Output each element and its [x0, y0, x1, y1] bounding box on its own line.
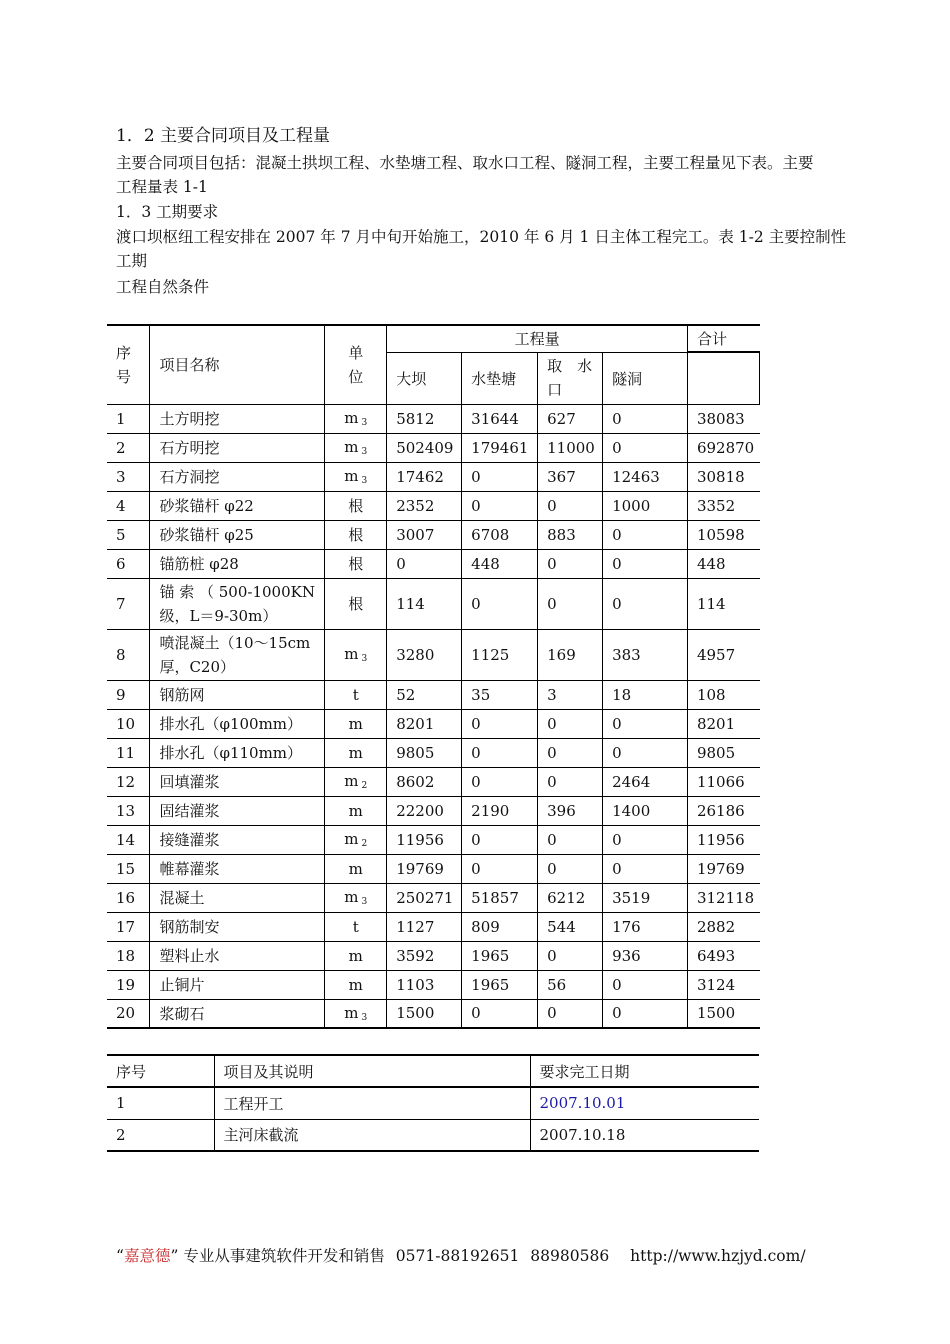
cell-intake: 0	[538, 738, 603, 767]
cell-unit	[325, 462, 387, 491]
cell-intake: 883	[538, 520, 603, 549]
unit-text: 根	[348, 497, 364, 515]
header-total: 合计	[687, 325, 759, 352]
cell-tunnel: 18	[603, 680, 688, 709]
cell-dam: 22200	[387, 796, 462, 825]
cell-pool: 0	[462, 738, 538, 767]
cell-unit	[325, 549, 387, 578]
cell-dam: 9805	[387, 738, 462, 767]
cell-name: 钢筋网	[150, 680, 325, 709]
cell-tunnel: 0	[603, 404, 688, 433]
unit-exponent: 3	[361, 418, 368, 428]
cell-dam: 114	[387, 578, 462, 629]
cell-seq: 20	[107, 999, 150, 1028]
cell-tunnel: 0	[603, 709, 688, 738]
cell-tunnel: 176	[603, 912, 688, 941]
cell-name: 石方明挖	[150, 433, 325, 462]
cell-total: 38083	[687, 404, 759, 433]
unit-text: m	[348, 801, 363, 820]
cell-tunnel: 1400	[603, 796, 688, 825]
footer-url[interactable]: http://www.hzjyd.com/	[630, 1247, 806, 1265]
schedule-table	[107, 1054, 759, 1152]
cell-total: 10598	[687, 520, 759, 549]
cell-pool: 0	[462, 578, 538, 629]
table-row	[107, 854, 760, 883]
cell-intake: 0	[538, 941, 603, 970]
cell-dam: 1500	[387, 999, 462, 1028]
cell-seq: 11	[107, 738, 150, 767]
cell-tunnel: 0	[603, 999, 688, 1028]
unit-text: m	[348, 946, 363, 965]
header-quantity: 工程量	[387, 325, 688, 352]
cell-intake: 0	[538, 767, 603, 796]
table-row	[107, 999, 760, 1028]
quantities-table	[107, 324, 760, 1029]
cell-pool: 1125	[462, 629, 538, 680]
cell-total: 11956	[687, 825, 759, 854]
cell-pool: 0	[462, 825, 538, 854]
cell-dam: 502409	[387, 433, 462, 462]
cell-name: 固结灌浆	[150, 796, 325, 825]
cell-intake: 6212	[538, 883, 603, 912]
cell-dam: 52	[387, 680, 462, 709]
table-row	[107, 883, 760, 912]
section-heading-schedule: 1．3 工期要求	[116, 203, 219, 221]
cell-total: 3352	[687, 491, 759, 520]
unit-exponent: 2	[361, 781, 368, 791]
cell-seq: 8	[107, 629, 150, 680]
paragraph-contract-items-line2: 工程量表 1-1	[116, 178, 208, 196]
cell-unit	[325, 912, 387, 941]
cell-pool: 179461	[462, 433, 538, 462]
footer-quote-close: ”	[170, 1247, 179, 1265]
page-footer	[116, 1244, 806, 1266]
unit-exponent: 3	[361, 447, 368, 457]
cell-intake: 0	[538, 549, 603, 578]
header-total-blank	[687, 352, 759, 404]
table-row	[107, 912, 760, 941]
header-date: 要求完工日期	[530, 1055, 759, 1087]
cell-tunnel: 12463	[603, 462, 688, 491]
cell-seq: 2	[107, 1119, 214, 1151]
cell-pool: 0	[462, 767, 538, 796]
cell-tunnel: 0	[603, 433, 688, 462]
unit-text: 根	[348, 555, 364, 573]
cell-name: 排水孔（φ110mm）	[150, 738, 325, 767]
paragraph-schedule-line2: 工期	[116, 252, 148, 270]
footer-brand: 嘉意德	[123, 1247, 171, 1265]
cell-pool: 0	[462, 854, 538, 883]
table-row	[107, 629, 760, 680]
cell-item: 工程开工	[214, 1087, 530, 1119]
unit-text: m	[344, 409, 359, 427]
unit-text: m	[348, 975, 363, 994]
unit-text: t	[352, 917, 359, 936]
cell-total: 448	[687, 549, 759, 578]
table-row	[107, 578, 760, 629]
cell-unit	[325, 854, 387, 883]
cell-total: 4957	[687, 629, 759, 680]
header-tunnel: 隧洞	[603, 352, 688, 404]
cell-unit	[325, 520, 387, 549]
unit-text: t	[352, 685, 359, 704]
cell-name: 砂浆锚杆 φ25	[150, 520, 325, 549]
cell-total: 3124	[687, 970, 759, 999]
cell-pool: 51857	[462, 883, 538, 912]
cell-seq: 18	[107, 941, 150, 970]
table-row	[107, 1119, 759, 1151]
cell-tunnel: 3519	[603, 883, 688, 912]
table-row	[107, 404, 760, 433]
table-row	[107, 520, 760, 549]
cell-total: 26186	[687, 796, 759, 825]
cell-pool: 35	[462, 680, 538, 709]
cell-seq: 17	[107, 912, 150, 941]
cell-unit	[325, 404, 387, 433]
table-row	[107, 767, 760, 796]
unit-text: m	[344, 830, 359, 848]
paragraph-schedule-line1: 渡口坝枢纽工程安排在 2007 年 7 月中旬开始施工，2010 年 6 月 1 日主体工程完工。表 1-2 主要控制性	[116, 228, 847, 246]
table-row	[107, 796, 760, 825]
cell-intake: 0	[538, 854, 603, 883]
unit-exponent: 3	[361, 1012, 368, 1023]
cell-tunnel: 0	[603, 970, 688, 999]
header-seq: 序 号	[107, 325, 150, 404]
cell-unit	[325, 999, 387, 1028]
cell-seq: 15	[107, 854, 150, 883]
cell-intake: 0	[538, 491, 603, 520]
cell-dam: 8201	[387, 709, 462, 738]
cell-name: 回填灌浆	[150, 767, 325, 796]
table-row	[107, 433, 760, 462]
cell-intake: 169	[538, 629, 603, 680]
unit-exponent: 2	[361, 839, 368, 849]
cell-pool: 31644	[462, 404, 538, 433]
table-row	[107, 738, 760, 767]
unit-text: m	[344, 438, 359, 456]
cell-dam: 19769	[387, 854, 462, 883]
cell-name: 砂浆锚杆 φ22	[150, 491, 325, 520]
cell-unit	[325, 629, 387, 680]
cell-name: 钢筋制安	[150, 912, 325, 941]
header-name: 项目名称	[150, 325, 325, 404]
cell-total: 114	[687, 578, 759, 629]
unit-exponent: 3	[361, 897, 368, 907]
cell-pool: 2190	[462, 796, 538, 825]
cell-tunnel: 0	[603, 549, 688, 578]
cell-total: 108	[687, 680, 759, 709]
unit-text: m	[344, 888, 359, 906]
cell-seq: 4	[107, 491, 150, 520]
cell-unit	[325, 578, 387, 629]
cell-pool: 1965	[462, 970, 538, 999]
cell-total: 2882	[687, 912, 759, 941]
cell-unit	[325, 825, 387, 854]
cell-total: 6493	[687, 941, 759, 970]
cell-total: 9805	[687, 738, 759, 767]
cell-seq: 1	[107, 1087, 214, 1119]
cell-intake: 0	[538, 825, 603, 854]
table-header-row	[107, 1055, 759, 1087]
cell-seq: 12	[107, 767, 150, 796]
cell-pool: 0	[462, 491, 538, 520]
cell-tunnel: 0	[603, 578, 688, 629]
cell-unit	[325, 433, 387, 462]
cell-intake: 0	[538, 709, 603, 738]
cell-dam: 3592	[387, 941, 462, 970]
footer-phone-2: 88980586	[530, 1247, 610, 1265]
cell-intake: 544	[538, 912, 603, 941]
cell-seq: 3	[107, 462, 150, 491]
cell-pool: 0	[462, 709, 538, 738]
header-intake: 取 水 口	[538, 352, 603, 404]
cell-dam: 2352	[387, 491, 462, 520]
header-dam: 大坝	[387, 352, 462, 404]
header-item: 项目及其说明	[214, 1055, 530, 1087]
cell-seq: 2	[107, 433, 150, 462]
cell-intake: 3	[538, 680, 603, 709]
cell-seq: 10	[107, 709, 150, 738]
table-row	[107, 1087, 759, 1119]
cell-tunnel: 0	[603, 738, 688, 767]
cell-name: 止铜片	[150, 970, 325, 999]
cell-tunnel: 383	[603, 629, 688, 680]
cell-seq: 6	[107, 549, 150, 578]
unit-text: m	[348, 743, 363, 762]
table-row	[107, 970, 760, 999]
cell-total: 11066	[687, 767, 759, 796]
cell-unit	[325, 491, 387, 520]
cell-intake: 56	[538, 970, 603, 999]
section-heading-contract-items: 1．2 主要合同项目及工程量	[116, 126, 331, 146]
cell-name: 接缝灌浆	[150, 825, 325, 854]
cell-name: 浆砌石	[150, 999, 325, 1028]
cell-tunnel: 0	[603, 825, 688, 854]
cell-dam: 11956	[387, 825, 462, 854]
cell-date: 2007.10.18	[530, 1119, 759, 1151]
cell-unit	[325, 680, 387, 709]
cell-intake: 0	[538, 999, 603, 1028]
paragraph-contract-items-line1: 主要合同项目包括：混凝土拱坝工程、水垫塘工程、取水口工程、隧洞工程，主要工程量见下表。主要	[116, 154, 814, 172]
cell-unit	[325, 796, 387, 825]
cell-dam: 250271	[387, 883, 462, 912]
cell-intake: 627	[538, 404, 603, 433]
cell-tunnel: 2464	[603, 767, 688, 796]
footer-quote-open: “	[116, 1247, 124, 1265]
table-row	[107, 825, 760, 854]
cell-dam: 0	[387, 549, 462, 578]
cell-dam: 1103	[387, 970, 462, 999]
unit-exponent: 3	[361, 476, 368, 486]
cell-name: 喷混凝土（10～15cm 厚，C20）	[150, 629, 325, 680]
cell-intake: 0	[538, 578, 603, 629]
cell-seq: 1	[107, 404, 150, 433]
cell-seq: 14	[107, 825, 150, 854]
cell-date: 2007.10.01	[530, 1087, 759, 1119]
table-row	[107, 941, 760, 970]
table-header-row	[107, 325, 760, 352]
cell-name: 锚筋桩 φ28	[150, 549, 325, 578]
cell-item: 主河床截流	[214, 1119, 530, 1151]
cell-pool: 809	[462, 912, 538, 941]
table-row	[107, 680, 760, 709]
cell-intake: 367	[538, 462, 603, 491]
cell-intake: 396	[538, 796, 603, 825]
cell-pool: 6708	[462, 520, 538, 549]
cell-unit	[325, 883, 387, 912]
cell-dam: 17462	[387, 462, 462, 491]
unit-exponent: 3	[361, 654, 368, 664]
table-row	[107, 549, 760, 578]
cell-dam: 8602	[387, 767, 462, 796]
header-pool: 水垫塘	[462, 352, 538, 404]
cell-pool: 0	[462, 999, 538, 1028]
cell-seq: 19	[107, 970, 150, 999]
cell-seq: 16	[107, 883, 150, 912]
table-row	[107, 709, 760, 738]
cell-pool: 0	[462, 462, 538, 491]
cell-seq: 7	[107, 578, 150, 629]
unit-text: m	[348, 859, 363, 878]
cell-dam: 3280	[387, 629, 462, 680]
cell-tunnel: 0	[603, 854, 688, 883]
unit-text: m	[348, 714, 363, 733]
cell-unit	[325, 970, 387, 999]
unit-text: m	[344, 772, 359, 790]
cell-name: 帷幕灌浆	[150, 854, 325, 883]
cell-seq: 9	[107, 680, 150, 709]
table-row	[107, 462, 760, 491]
unit-text: m	[344, 467, 359, 485]
cell-total: 8201	[687, 709, 759, 738]
cell-total: 312118	[687, 883, 759, 912]
cell-tunnel: 936	[603, 941, 688, 970]
unit-text: m	[344, 645, 359, 663]
unit-text: m	[344, 1003, 359, 1022]
cell-total: 1500	[687, 999, 759, 1028]
cell-unit	[325, 738, 387, 767]
cell-name: 排水孔（φ100mm）	[150, 709, 325, 738]
cell-name: 土方明挖	[150, 404, 325, 433]
cell-pool: 1965	[462, 941, 538, 970]
unit-text: 根	[348, 595, 364, 613]
cell-total: 30818	[687, 462, 759, 491]
cell-total: 692870	[687, 433, 759, 462]
header-seq: 序号	[107, 1055, 214, 1087]
cell-tunnel: 1000	[603, 491, 688, 520]
cell-name: 石方洞挖	[150, 462, 325, 491]
cell-unit	[325, 941, 387, 970]
cell-pool: 448	[462, 549, 538, 578]
cell-dam: 3007	[387, 520, 462, 549]
unit-text: 根	[348, 526, 364, 544]
cell-tunnel: 0	[603, 520, 688, 549]
footer-text: 专业从事建筑软件开发和销售	[183, 1247, 385, 1265]
cell-seq: 5	[107, 520, 150, 549]
header-unit: 单 位	[325, 325, 387, 404]
cell-seq: 13	[107, 796, 150, 825]
cell-name: 塑料止水	[150, 941, 325, 970]
cell-dam: 1127	[387, 912, 462, 941]
cell-name: 混凝土	[150, 883, 325, 912]
footer-phone-1: 0571-88192651	[395, 1247, 520, 1265]
cell-dam: 5812	[387, 404, 462, 433]
cell-total: 19769	[687, 854, 759, 883]
cell-unit	[325, 767, 387, 796]
paragraph-natural-conditions: 工程自然条件	[116, 278, 210, 296]
cell-unit	[325, 709, 387, 738]
cell-intake: 11000	[538, 433, 603, 462]
table-row	[107, 491, 760, 520]
cell-name: 锚 索 （ 500-1000KN 级，L＝9-30m）	[150, 578, 325, 629]
